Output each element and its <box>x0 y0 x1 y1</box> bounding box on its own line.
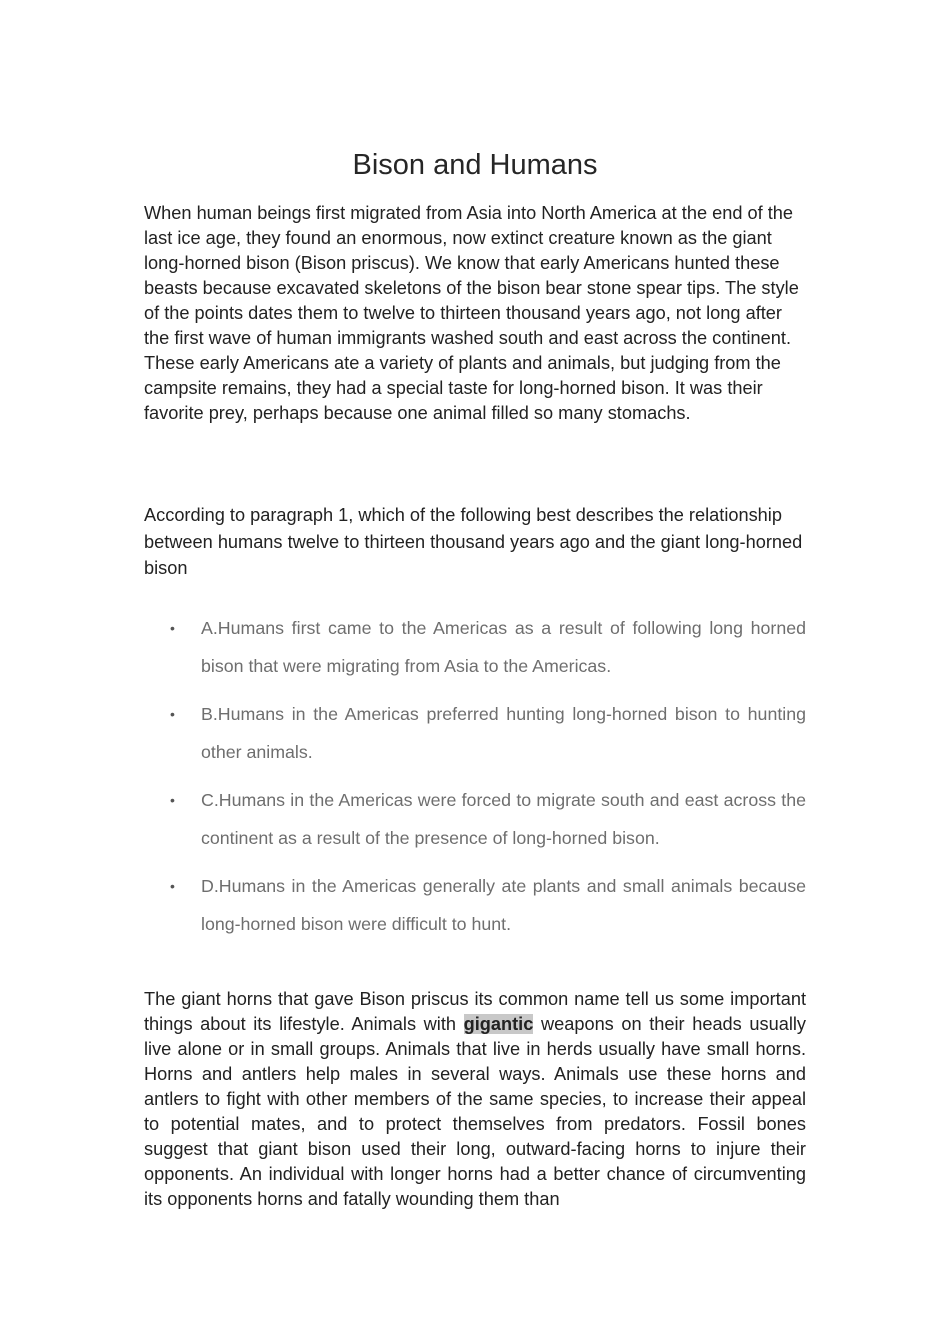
paragraph-2-text-before: The giant horns that gave Bison priscus its common name tell us some important things about its lifestyle. Animals with <box>144 989 806 1034</box>
paragraph-2 <box>144 987 806 1212</box>
bullet-icon: • <box>170 792 175 808</box>
question-text: According to paragraph 1, which of the following best describes the relationship between humans twelve to thirteen thousand years ago and the giant long-horned bison <box>144 505 803 578</box>
bullet-icon: • <box>170 706 175 722</box>
answer-option-b-text: B.Humans in the Americas preferred hunting long-horned bison to hunting other animals. <box>201 704 806 762</box>
answer-option-d-text: D.Humans in the Americas generally ate plants and small animals because long-horned bison were difficult to hunt. <box>201 876 806 934</box>
answer-option-c-text: C.Humans in the Americas were forced to migrate south and east across the continent as a result of the presence of long-horned bison. <box>201 790 806 848</box>
paragraph-2-text-after: weapons on their heads usually live alone or in small groups. Animals that live in herds usually have small horns. Horns and antlers help males in several ways. Animals use these horns and antlers to fight with other members of the same species, to increase their appeal to potential mates, and to protect themselves from predators. Fossil bones suggest that giant bison used their long, outward-facing horns to injure their opponents. An individual with longer horns had a better chance of circumventing its opponents horns and fatally wounding them than <box>144 1014 806 1209</box>
answer-option-a-text: A.Humans first came to the Americas as a result of following long horned bison that were migrating from Asia to the Americas. <box>201 618 806 676</box>
answer-option-d[interactable] <box>144 867 806 943</box>
answer-option-b[interactable] <box>144 695 806 771</box>
highlighted-word: gigantic <box>463 1014 534 1034</box>
paragraph-1: When human beings first migrated from Asia into North America at the end of the last ice age, they found an enormous, now extinct creature known as the giant long-horned bison (Bison priscus). We know that early Americans hunted these beasts because excavated skeletons of the bison bear stone spear tips. The style of the points dates them to twelve to thirteen thousand years ago, not long after the first wave of human immigrants washed south and east across the continent. These early Americans ate a variety of plants and animals, but judging from the campsite remains, they had a special taste for long-horned bison. It was their favorite prey, perhaps because one animal filled so many stomachs. <box>144 203 799 423</box>
answer-option-a[interactable] <box>144 609 806 685</box>
bullet-icon: • <box>170 878 175 894</box>
page-title: Bison and Humans <box>352 149 598 181</box>
answer-options-list <box>144 609 806 953</box>
answer-option-c[interactable] <box>144 781 806 857</box>
bullet-icon: • <box>170 620 175 636</box>
